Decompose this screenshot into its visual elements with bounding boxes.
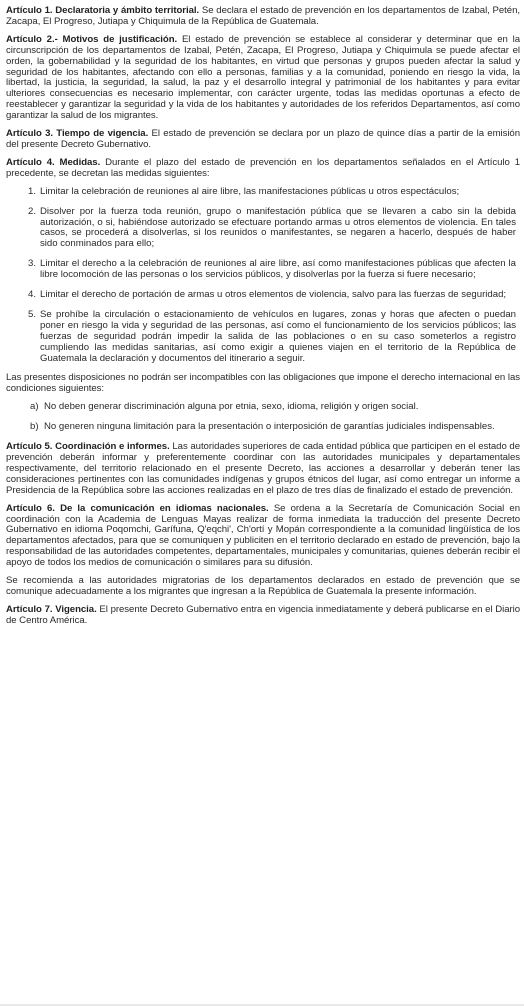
article-2-heading: Artículo 2.- Motivos de justificación. <box>6 33 178 45</box>
measure-item <box>6 290 520 301</box>
article-4 <box>6 158 520 180</box>
article-7-body: El presente Decreto Gubernativo entra en vigencia inmediatamente y deberá publicarse en el Diario de Centro América. <box>6 603 520 626</box>
article-1-body: Se declara el estado de prevención en los departamentos de Izabal, Petén, Zacapa, El Progreso, Jutiapa y Chiquimula de la República de Guatemala. <box>6 5 520 27</box>
dispositions-intro: Las presentes disposiciones no podrán ser incompatibles con las obligaciones que impone el derecho internacional en las condiciones siguientes: <box>6 372 520 395</box>
measures-list <box>6 187 520 365</box>
article-6 <box>6 504 520 569</box>
condition-text: No deben generar discriminación alguna por etnia, sexo, idioma, religión y origen social. <box>44 401 419 413</box>
measure-number: 2. <box>28 205 37 217</box>
measure-text: Limitar la celebración de reuniones al aire libre, las manifestaciones públicas u otros espectáculos; <box>40 185 460 197</box>
measure-item <box>6 187 520 198</box>
article-7-heading: Artículo 7. Vigencia. <box>6 603 97 615</box>
article-3-heading: Artículo 3. Tiempo de vigencia. <box>6 128 149 140</box>
measure-text: Se prohíbe la circulación o estacionamiento de vehículos en lugares, zonas y horas que afecten o puedan poner en riesgo la vida y seguridad de las personas, así como el funcionamiento de los servicios públicos; las fuerzas de seguridad podrán impedir la salida de las poblaciones o en su caso someterlos a registro cumpliendo las medidas sanitarias, así como exigir a quienes viajen en el territorio de la República de Guatemala la declaración y documentos del itinerario a seguir. <box>40 308 516 364</box>
condition-item <box>6 422 520 433</box>
article-1-heading: Artículo 1. Declaratoria y ámbito territorial. <box>6 5 200 16</box>
article-2 <box>6 35 520 122</box>
condition-letter: a) <box>30 401 39 413</box>
article-4-heading: Artículo 4. Medidas. <box>6 156 101 168</box>
conditions-list <box>6 402 520 433</box>
measure-text: Disolver por la fuerza toda reunión, grupo o manifestación pública que se llevaren a cabo sin la debida autorización, o si, habiéndose autorizado se efectuare portando armas u otros elementos de violencia. En tales casos, se procederá a disolverlas, si los reunidos o manifestantes, se negaren a hacerlo, después de haber sido conminados para ello; <box>40 205 516 250</box>
article-4-body: Durante el plazo del estado de prevención en los departamentos señalados en el Artículo 1 precedente, se decretan las medidas siguientes: <box>6 156 520 179</box>
article-5 <box>6 442 520 497</box>
article-7 <box>6 605 520 627</box>
measure-item <box>6 259 520 281</box>
article-2-body: El estado de prevención se establece al considerar y determinar que en la circunscripción de los departamentos de Izabal, Petén, Zacapa, El Progreso, Jutiapa y Chiquimula se puede afectar el orden, la gobernabilidad y la seguridad de los habitantes, en virtud que personas y grupos pueden afectar la salud y seguridad de los habitantes, afectando con ello a personas, familias y a la comunidad, poniendo en riesgo la vida, la libertad, la justicia, la seguridad, la salud, la paz y el desarrollo integral y patrimonial de los habitantes y para evitar ulteriores consecuencias es necesario implementar, con carácter urgente, todas las medidas oportunas a efecto de reestablecer y garantizar la seguridad y la vida de los habitantes y autoridades de los referidos Departamentos, así como garantizar la salud de los migrantes. <box>6 33 520 122</box>
measure-number: 4. <box>28 289 37 301</box>
article-1 <box>6 6 520 28</box>
measure-text: Limitar el derecho a la celebración de reuniones al aire libre, así como manifestaciones públicas que afecten la libre locomoción de las personas o los servicios públicos, y disolverlas por la fuerza si fuere necesario; <box>40 258 516 281</box>
measure-number: 1. <box>28 185 37 197</box>
measure-number: 5. <box>28 308 37 320</box>
measure-text: Limitar el derecho de portación de armas u otros elementos de violencia, salvo para las fuerzas de seguridad; <box>40 289 507 301</box>
article-5-body: Las autoridades superiores de cada entidad pública que participen en el estado de prevención deberán informar y preferentemente coordinar con las autoridades municipales y departamentales respectivamente, del territorio relacionado en el presente Decreto, las acciones a desarrollar y deberán tener las consideraciones pertinentes con las comunidades indígenas y grupos étnicos del lugar, así como entregar un informe a Presidencia de la República sobre las acciones realizadas en el plazo de tres días de finalizado el estado de prevención. <box>6 441 521 496</box>
migration-recommendation: Se recomienda a las autoridades migratorias de los departamentos declarados en estado de prevención que se comunique adecuadamente a los migrantes que ingresan a la República de Guatemala la presente información. <box>6 575 520 597</box>
condition-text: No generen ninguna limitación para la presentación o interposición de garantías judiciales indispensables. <box>44 421 495 433</box>
measure-number: 3. <box>28 258 37 270</box>
condition-item <box>6 402 520 413</box>
measure-item <box>6 207 520 251</box>
condition-letter: b) <box>30 421 39 433</box>
article-5-heading: Artículo 5. Coordinación e informes. <box>6 441 170 453</box>
article-3 <box>6 129 520 151</box>
article-3-body: El estado de prevención se declara por un plazo de quince días a partir de la emisión del presente Decreto Gubernativo. <box>6 128 520 150</box>
measure-item <box>6 310 520 365</box>
article-6-body: Se ordena a la Secretaría de Comunicación Social en coordinación con la Academia de Lenguas Mayas realizar de forma inmediata la traducción del presente Decreto Gubernativo en idioma Poqomchi, Garífuna, Q'eqchi', Ch'ortí y Mopán correspondiente a la comunidad lingüística de los departamentos afectados, para que se comuniquen y publiciten en el territorio declarado en estado de prevención, bajo la responsabilidad de las autoridades competentes, departamentales, municipales y comunitarias, quienes deberán recibir el apoyo de todos los medios de comunicación o similares para su difusión. <box>6 502 520 569</box>
article-6-heading: Artículo 6. De la comunicación en idiomas nacionales. <box>6 502 269 514</box>
